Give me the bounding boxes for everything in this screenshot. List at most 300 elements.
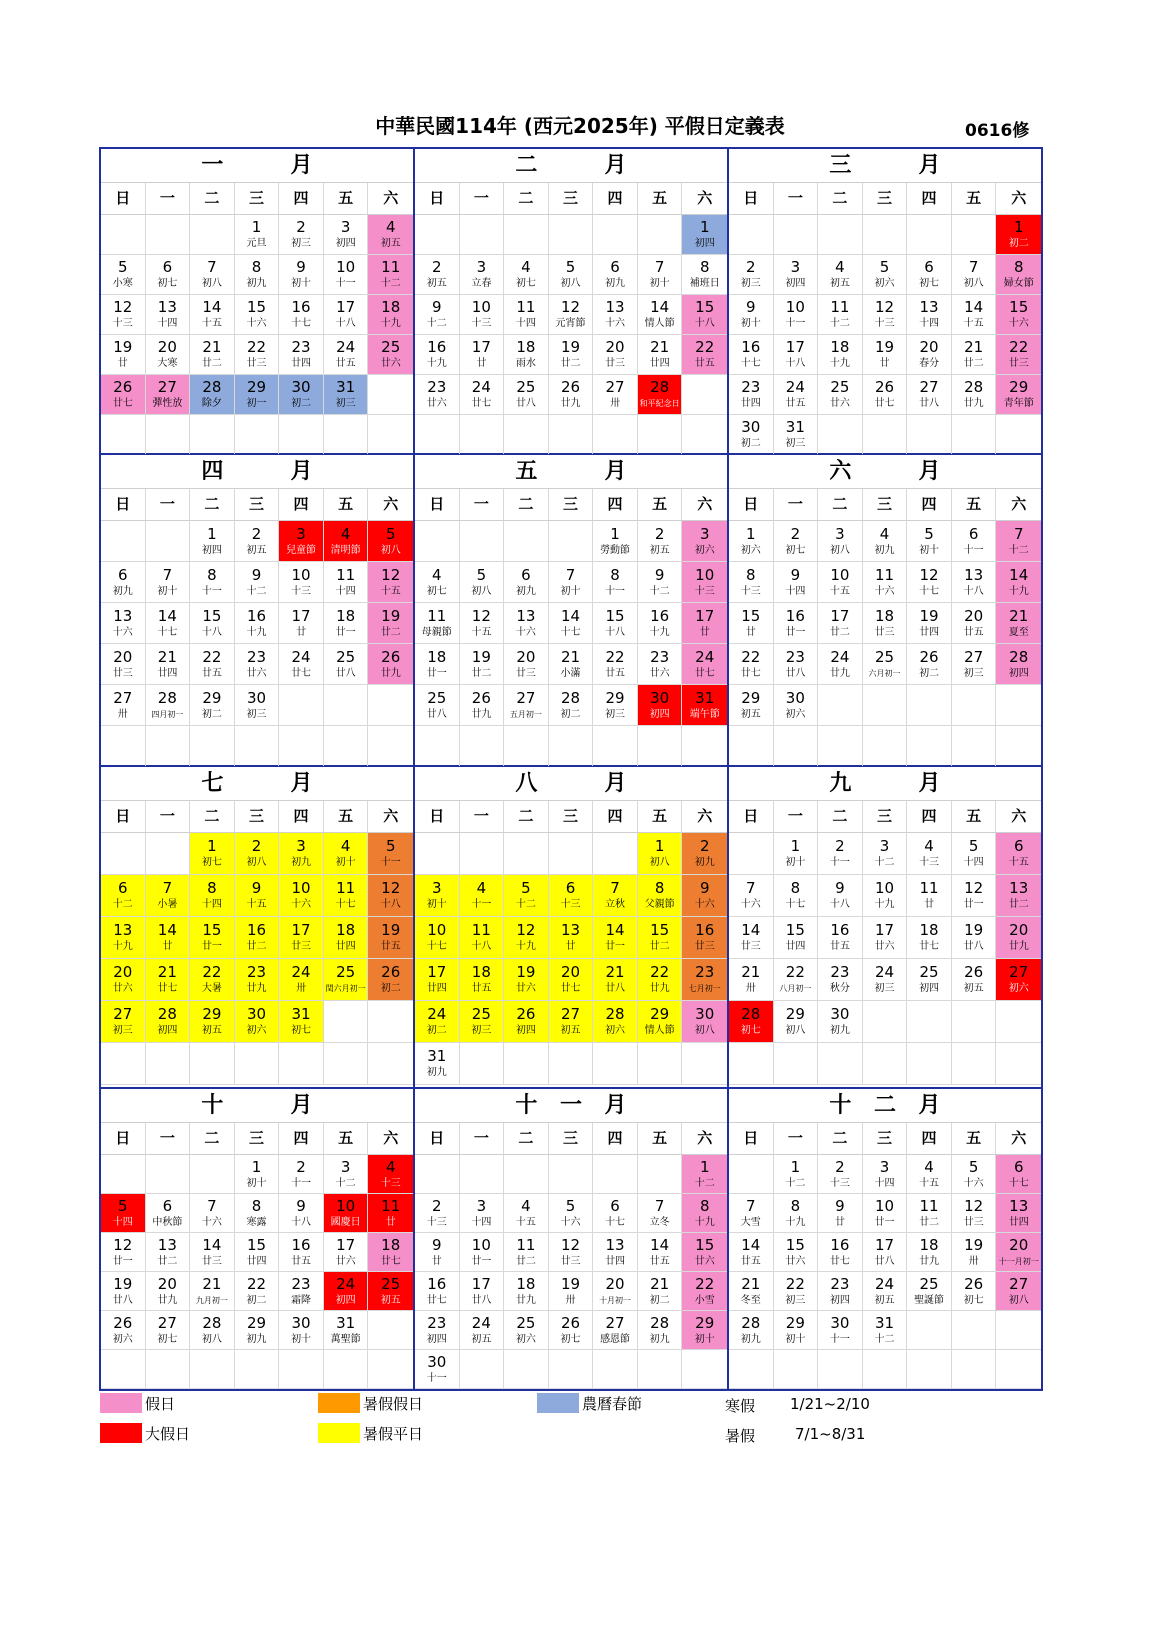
day-cell <box>368 215 413 255</box>
day-cell <box>863 255 908 295</box>
month-name-char: 月 <box>604 459 627 484</box>
weekday-header: 六 <box>383 189 399 207</box>
day-cell <box>682 562 727 603</box>
day-number: 13 <box>113 921 133 939</box>
day-cell <box>460 521 505 562</box>
day-number: 18 <box>516 1274 536 1293</box>
day-number: 15 <box>246 298 267 316</box>
day-cell <box>190 1311 235 1350</box>
lunar-label: 初四 <box>785 278 806 289</box>
lunar-label: 十四 <box>335 585 356 597</box>
lunar-label: 廿一 <box>874 1216 895 1228</box>
day-cell <box>863 959 908 1001</box>
day-number: 22 <box>246 338 267 356</box>
lunar-label: 初八 <box>649 857 670 868</box>
lunar-label: 十六 <box>605 318 626 329</box>
lunar-label: 十四 <box>201 899 222 910</box>
lunar-label: 十六 <box>963 1177 984 1189</box>
lunar-label: 廿三 <box>560 1255 581 1267</box>
day-number: 21 <box>560 647 581 666</box>
weekday-header: 日 <box>101 801 146 832</box>
day-cell <box>774 1155 819 1194</box>
month-name-char: 月 <box>290 153 313 178</box>
day-number: 25 <box>919 963 939 981</box>
lunar-label: 初四 <box>694 238 715 249</box>
lunar-label: 廿八 <box>785 667 806 679</box>
day-number: 7 <box>610 879 620 897</box>
day-cell <box>774 685 819 726</box>
day-cell <box>682 644 727 685</box>
day-number: 19 <box>919 606 939 625</box>
day-cell <box>996 1001 1041 1043</box>
lunar-label: 廿三 <box>874 626 895 638</box>
day-cell <box>415 375 460 415</box>
lunar-label: 初六 <box>515 1333 536 1345</box>
lunar-label: 廿五 <box>291 1255 312 1267</box>
month-name-char: 四 <box>201 459 224 484</box>
day-cell <box>146 833 191 875</box>
lunar-label: 十五 <box>246 899 267 910</box>
weekday-header: 二 <box>504 1123 549 1154</box>
lunar-label: 初二 <box>246 1294 267 1306</box>
weekday-header: 六 <box>383 1129 399 1147</box>
lunar-label: 十五 <box>919 1177 940 1189</box>
day-cell <box>729 255 774 295</box>
lunar-label: 廿六 <box>246 667 267 679</box>
lunar-label: 廿九 <box>829 667 850 679</box>
day-cell <box>190 1155 235 1194</box>
day-cell <box>774 644 819 685</box>
day-cell <box>101 415 146 455</box>
day-cell <box>863 917 908 959</box>
day-cell <box>593 215 638 255</box>
day-number: 5 <box>521 879 531 897</box>
day-cell <box>682 255 727 295</box>
lunar-label: 廿二 <box>201 358 222 369</box>
day-cell <box>907 255 952 295</box>
day-cell <box>415 603 460 644</box>
day-number: 3 <box>835 524 845 543</box>
day-number: 2 <box>251 524 262 543</box>
lunar-label: 廿五 <box>201 667 222 679</box>
day-cell <box>638 685 683 726</box>
month-name-char: 二 <box>873 1093 896 1118</box>
day-number: 10 <box>291 565 311 584</box>
day-cell <box>729 1311 774 1350</box>
month-title <box>415 149 727 183</box>
day-cell <box>818 1311 863 1350</box>
day-cell <box>593 1043 638 1085</box>
lunar-label: 十九 <box>112 941 133 952</box>
day-cell <box>952 255 997 295</box>
day-cell <box>101 215 146 255</box>
legend-swatch-summer-holiday <box>318 1393 360 1413</box>
day-cell <box>638 375 683 415</box>
day-cell <box>638 959 683 1001</box>
day-number: 20 <box>560 963 581 981</box>
lunar-label: 十一 <box>785 318 806 329</box>
day-cell <box>146 521 191 562</box>
lunar-label: 廿五 <box>471 983 492 994</box>
day-cell <box>907 562 952 603</box>
day-cell <box>101 375 146 415</box>
day-cell <box>729 644 774 685</box>
day-number: 15 <box>1009 298 1029 316</box>
lunar-label: 寒露 <box>246 1216 267 1228</box>
lunar-label: 初十 <box>291 1333 312 1345</box>
day-number: 22 <box>785 1274 805 1293</box>
day-cell <box>146 295 191 335</box>
day-cell <box>682 1043 727 1085</box>
day-cell <box>460 833 505 875</box>
lunar-label: 十四 <box>515 318 536 329</box>
day-cell <box>368 644 413 685</box>
lunar-label: 夏至 <box>1008 626 1029 638</box>
day-cell <box>682 685 727 726</box>
day-number: 28 <box>650 378 670 396</box>
lunar-label: 國慶日 <box>330 1216 361 1228</box>
lunar-label: 初六 <box>874 278 895 289</box>
day-cell <box>368 375 413 415</box>
lunar-label: 廿 <box>162 941 173 952</box>
day-number: 16 <box>830 1235 850 1254</box>
day-cell <box>863 644 908 685</box>
day-cell <box>863 1155 908 1194</box>
lunar-label: 十七 <box>291 318 312 329</box>
lunar-label: 初八 <box>380 544 401 556</box>
day-cell <box>952 521 997 562</box>
weekday-header: 四 <box>279 801 324 832</box>
day-cell <box>549 1001 594 1043</box>
lunar-label: 廿三 <box>963 1216 984 1228</box>
day-cell <box>996 685 1041 726</box>
day-number: 1 <box>790 837 801 855</box>
lunar-label: 廿 <box>699 626 710 638</box>
lunar-label: 十二 <box>380 278 401 289</box>
lunar-label: 秋分 <box>829 983 850 994</box>
weekday-header: 四 <box>907 183 952 214</box>
day-number: 31 <box>427 1047 447 1065</box>
lunar-label: 廿九 <box>649 983 670 994</box>
month-block <box>100 148 414 454</box>
day-number: 13 <box>919 298 939 316</box>
day-number: 7 <box>746 879 756 897</box>
day-number: 6 <box>610 258 620 276</box>
day-number: 27 <box>560 1005 581 1023</box>
day-cell <box>415 644 460 685</box>
day-cell <box>324 1043 369 1085</box>
day-number: 10 <box>471 298 491 316</box>
day-number: 29 <box>785 1005 805 1023</box>
day-number: 23 <box>650 647 670 666</box>
day-cell <box>682 1311 727 1350</box>
day-cell <box>101 1155 146 1194</box>
day-cell <box>682 959 727 1001</box>
calendar-grid <box>99 147 1043 1391</box>
day-number: 6 <box>1013 1157 1024 1176</box>
day-cell <box>729 875 774 917</box>
weekday-header: 二 <box>818 1123 863 1154</box>
weekday-header: 二 <box>818 183 863 214</box>
lunar-label: 廿六 <box>829 398 850 409</box>
weekday-header: 五 <box>952 1123 997 1154</box>
weekday-header: 三 <box>863 801 908 832</box>
day-cell <box>101 917 146 959</box>
weekday-header: 五 <box>324 489 369 520</box>
month-name-char: 月 <box>918 459 941 484</box>
day-cell <box>235 1233 280 1272</box>
lunar-label: 廿五 <box>785 398 806 409</box>
day-cell <box>952 415 997 455</box>
day-cell <box>863 375 908 415</box>
day-cell <box>415 685 460 726</box>
day-number: 14 <box>157 606 177 625</box>
day-cell <box>863 295 908 335</box>
day-cell <box>907 644 952 685</box>
lunar-label: 廿六 <box>649 667 670 679</box>
weekday-header: 五 <box>638 1123 683 1154</box>
lunar-label: 大寒 <box>157 358 178 369</box>
day-cell <box>682 1233 727 1272</box>
day-cell <box>818 875 863 917</box>
month-name-char: 月 <box>604 1093 627 1118</box>
lunar-label: 十六 <box>201 1216 222 1228</box>
lunar-label: 廿七 <box>426 1294 447 1306</box>
weekday-header: 二 <box>504 801 549 832</box>
day-cell <box>504 562 549 603</box>
lunar-label: 廿六 <box>112 983 133 994</box>
day-cell <box>324 1155 369 1194</box>
day-number: 20 <box>1009 921 1029 939</box>
day-number: 28 <box>157 1005 177 1023</box>
day-number: 19 <box>964 921 984 939</box>
day-number: 12 <box>964 879 984 897</box>
day-number: 25 <box>381 1274 401 1293</box>
day-number: 8 <box>207 565 217 584</box>
day-cell <box>368 1043 413 1085</box>
lunar-label: 十五 <box>201 318 222 329</box>
month-block <box>728 1088 1042 1390</box>
day-cell <box>146 255 191 295</box>
day-cell <box>996 215 1041 255</box>
day-cell <box>368 415 413 455</box>
lunar-label: 初三 <box>112 1025 133 1036</box>
lunar-label: 初七 <box>291 1025 312 1036</box>
day-number: 4 <box>476 879 487 897</box>
weekday-header: 五 <box>952 801 997 832</box>
day-number: 28 <box>650 1313 670 1332</box>
day-cell <box>774 726 819 767</box>
day-number: 31 <box>291 1005 311 1023</box>
day-number: 18 <box>874 606 895 625</box>
lunar-label: 十七 <box>1008 1177 1029 1189</box>
day-cell <box>818 603 863 644</box>
month-name-char: 月 <box>918 153 941 178</box>
day-cell <box>504 375 549 415</box>
day-number: 1 <box>251 1157 262 1176</box>
day-cell <box>504 603 549 644</box>
day-number: 2 <box>835 837 845 855</box>
lunar-label: 廿二 <box>829 626 850 638</box>
day-cell <box>460 1001 505 1043</box>
day-number: 18 <box>381 298 401 316</box>
lunar-label: 初七 <box>201 857 222 868</box>
day-cell <box>863 521 908 562</box>
day-cell <box>549 415 594 455</box>
month-name-char: 六 <box>829 459 852 484</box>
day-number: 12 <box>560 1235 581 1254</box>
day-cell <box>818 1272 863 1311</box>
lunar-label: 十三 <box>471 318 492 329</box>
day-number: 18 <box>381 1235 401 1254</box>
day-number: 23 <box>830 963 850 981</box>
lunar-label: 廿一 <box>963 899 984 910</box>
day-number: 24 <box>291 963 311 981</box>
weekday-header: 日 <box>729 183 774 214</box>
day-cell <box>638 1233 683 1272</box>
lunar-label: 廿四 <box>246 1255 267 1267</box>
month-title <box>101 455 413 489</box>
day-number: 16 <box>291 1235 311 1254</box>
day-cell <box>729 726 774 767</box>
day-number: 19 <box>874 338 895 356</box>
day-number: 9 <box>835 1196 845 1215</box>
day-cell <box>235 1155 280 1194</box>
day-cell <box>235 726 280 767</box>
lunar-label: 十二 <box>874 1333 895 1345</box>
day-cell <box>996 917 1041 959</box>
lunar-label: 廿 <box>117 358 128 369</box>
lunar-label: 初九 <box>426 1067 447 1078</box>
weekday-header: 日 <box>101 489 146 520</box>
day-cell <box>190 1233 235 1272</box>
day-cell <box>324 335 369 375</box>
lunar-label: 初五 <box>560 1025 581 1036</box>
day-number: 6 <box>1013 837 1024 855</box>
weekday-header: 六 <box>383 495 399 513</box>
lunar-label: 廿四 <box>919 626 940 638</box>
day-cell <box>279 833 324 875</box>
day-number: 25 <box>874 647 895 666</box>
weekday-header: 二 <box>504 489 549 520</box>
day-cell <box>368 1350 413 1389</box>
day-cell <box>504 1155 549 1194</box>
day-cell <box>324 603 369 644</box>
day-number: 9 <box>432 1235 442 1254</box>
day-cell <box>279 917 324 959</box>
day-cell <box>818 1001 863 1043</box>
day-number: 6 <box>968 524 979 543</box>
day-cell <box>460 603 505 644</box>
day-cell <box>593 1001 638 1043</box>
day-cell <box>235 959 280 1001</box>
day-cell <box>190 603 235 644</box>
day-number: 1 <box>654 837 665 855</box>
lunar-label: 初七 <box>919 278 940 289</box>
day-cell <box>190 255 235 295</box>
day-cell <box>549 295 594 335</box>
day-number: 20 <box>516 647 536 666</box>
month-name-char: 月 <box>918 771 941 796</box>
day-number: 9 <box>790 565 801 584</box>
day-cell <box>146 685 191 726</box>
day-cell <box>818 644 863 685</box>
lunar-label: 廿一 <box>335 626 356 638</box>
day-cell <box>279 644 324 685</box>
day-cell <box>146 1233 191 1272</box>
day-cell <box>235 1043 280 1085</box>
month-block <box>414 1088 728 1390</box>
day-number: 23 <box>830 1274 850 1293</box>
lunar-label: 父親節 <box>644 899 675 910</box>
lunar-label: 十八 <box>963 585 984 597</box>
lunar-label: 廿 <box>745 626 756 638</box>
day-number: 26 <box>560 1313 581 1332</box>
day-number: 1 <box>699 218 710 236</box>
lunar-label: 十三 <box>380 1177 401 1189</box>
day-cell <box>504 1043 549 1085</box>
day-cell <box>460 726 505 767</box>
day-number: 26 <box>516 1005 536 1023</box>
day-cell <box>279 875 324 917</box>
weekday-header: 四 <box>593 801 638 832</box>
day-cell <box>235 335 280 375</box>
month-name-char: 月 <box>290 771 313 796</box>
day-number: 2 <box>296 1157 306 1176</box>
day-cell <box>235 875 280 917</box>
page-title: 中華民國114年 (西元2025年) 平假日定義表 <box>375 114 785 138</box>
day-number: 16 <box>785 606 805 625</box>
weekday-header: 二 <box>190 489 235 520</box>
lunar-label: 初三 <box>963 667 984 679</box>
lunar-label: 四月初一 <box>151 709 184 719</box>
day-cell <box>907 959 952 1001</box>
weekday-header: 一 <box>774 183 819 214</box>
day-number: 29 <box>785 1313 805 1332</box>
day-number: 17 <box>336 298 356 316</box>
day-cell <box>101 521 146 562</box>
day-cell <box>682 1001 727 1043</box>
day-number: 12 <box>964 1196 984 1215</box>
day-cell <box>190 562 235 603</box>
winter-break-range: 1/21~2/10 <box>790 1395 870 1413</box>
day-cell <box>279 726 324 767</box>
weekday-header: 六 <box>697 1129 713 1147</box>
lunar-label: 初五 <box>426 278 447 289</box>
weekday-header: 一 <box>774 801 819 832</box>
lunar-label: 廿八 <box>874 1255 895 1267</box>
day-cell <box>279 562 324 603</box>
day-number: 10 <box>471 1235 491 1254</box>
lunar-label: 十九 <box>380 318 401 329</box>
day-cell <box>952 917 997 959</box>
day-number: 13 <box>157 1235 177 1254</box>
day-cell <box>190 833 235 875</box>
legend-holiday-label: 假日 <box>145 1395 176 1413</box>
month-name-char: 三 <box>829 153 852 178</box>
month-title <box>729 149 1041 183</box>
lunar-label: 卅 <box>745 983 756 994</box>
day-number: 24 <box>336 338 356 356</box>
lunar-label: 初三 <box>471 1025 492 1036</box>
lunar-label: 廿六 <box>874 941 895 952</box>
day-cell <box>729 1233 774 1272</box>
day-cell <box>235 562 280 603</box>
day-number: 3 <box>879 1157 890 1176</box>
lunar-label: 小滿 <box>560 667 581 679</box>
day-cell <box>504 875 549 917</box>
day-cell <box>638 726 683 767</box>
